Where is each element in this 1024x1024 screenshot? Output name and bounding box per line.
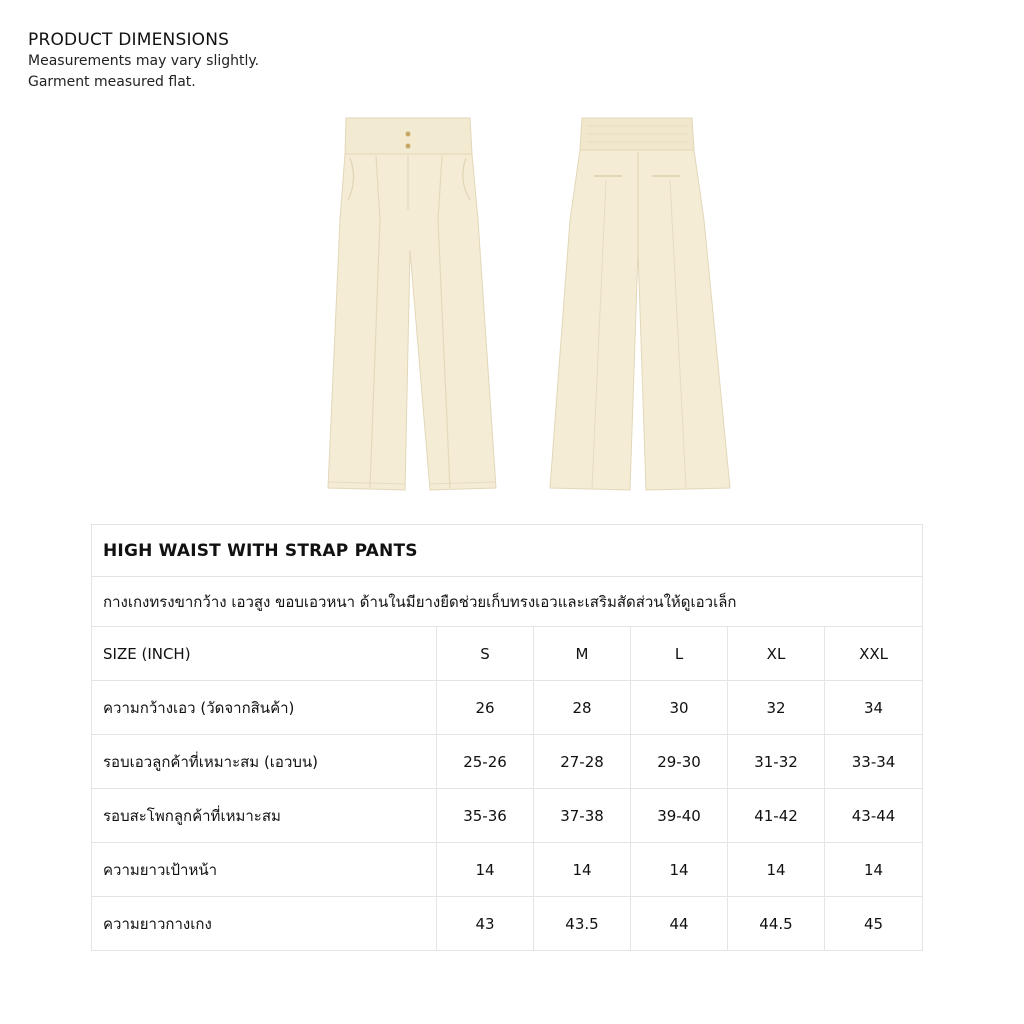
table-cell: 25-26 (437, 735, 534, 789)
size-header: S (437, 627, 534, 681)
table-header-row (92, 627, 923, 681)
table-cell: 28 (534, 681, 631, 735)
size-header: XL (728, 627, 825, 681)
row-label: รอบสะโพกลูกค้าที่เหมาะสม (92, 789, 437, 843)
table-description-row (92, 577, 923, 627)
table-row (92, 681, 923, 735)
table-cell: 14 (631, 843, 728, 897)
table-cell: 14 (825, 843, 923, 897)
row-label: ความยาวกางเกง (92, 897, 437, 951)
table-cell: 31-32 (728, 735, 825, 789)
product-description: กางเกงทรงขากว้าง เอวสูง ขอบเอวหนา ด้านในมียางยืดช่วยเก็บทรงเอวและเสริมสัดส่วนให้ดูเอวเล็ก (92, 577, 923, 627)
row-label: ความยาวเป้าหน้า (92, 843, 437, 897)
table-cell: 32 (728, 681, 825, 735)
table-cell: 45 (825, 897, 923, 951)
row-label: ความกว้างเอว (วัดจากสินค้า) (92, 681, 437, 735)
pants-back-image (528, 80, 758, 500)
row-label: รอบเอวลูกค้าที่เหมาะสม (เอวบน) (92, 735, 437, 789)
size-header: XXL (825, 627, 923, 681)
table-cell: 43-44 (825, 789, 923, 843)
table-cell: 35-36 (437, 789, 534, 843)
table-cell: 33-34 (825, 735, 923, 789)
table-cell: 14 (437, 843, 534, 897)
table-title-row (92, 525, 923, 577)
size-header: M (534, 627, 631, 681)
table-cell: 44 (631, 897, 728, 951)
size-chart-table (91, 524, 923, 951)
table-row (92, 897, 923, 951)
table-cell: 27-28 (534, 735, 631, 789)
table-row (92, 735, 923, 789)
product-name: HIGH WAIST WITH STRAP PANTS (92, 525, 923, 577)
table-row (92, 789, 923, 843)
table-cell: 14 (728, 843, 825, 897)
table-cell: 44.5 (728, 897, 825, 951)
page-title: PRODUCT DIMENSIONS (28, 30, 230, 50)
size-unit-label: SIZE (INCH) (92, 627, 437, 681)
measurement-note-flat: Garment measured flat. (28, 74, 196, 90)
table-row (92, 843, 923, 897)
table-cell: 29-30 (631, 735, 728, 789)
table-cell: 14 (534, 843, 631, 897)
table-cell: 41-42 (728, 789, 825, 843)
table-cell: 39-40 (631, 789, 728, 843)
size-header: L (631, 627, 728, 681)
pants-front-image (300, 80, 530, 500)
table-cell: 30 (631, 681, 728, 735)
table-cell: 26 (437, 681, 534, 735)
table-cell: 43 (437, 897, 534, 951)
table-cell: 43.5 (534, 897, 631, 951)
product-images (300, 80, 760, 510)
table-cell: 37-38 (534, 789, 631, 843)
measurement-note: Measurements may vary slightly. (28, 53, 260, 69)
table-cell: 34 (825, 681, 923, 735)
